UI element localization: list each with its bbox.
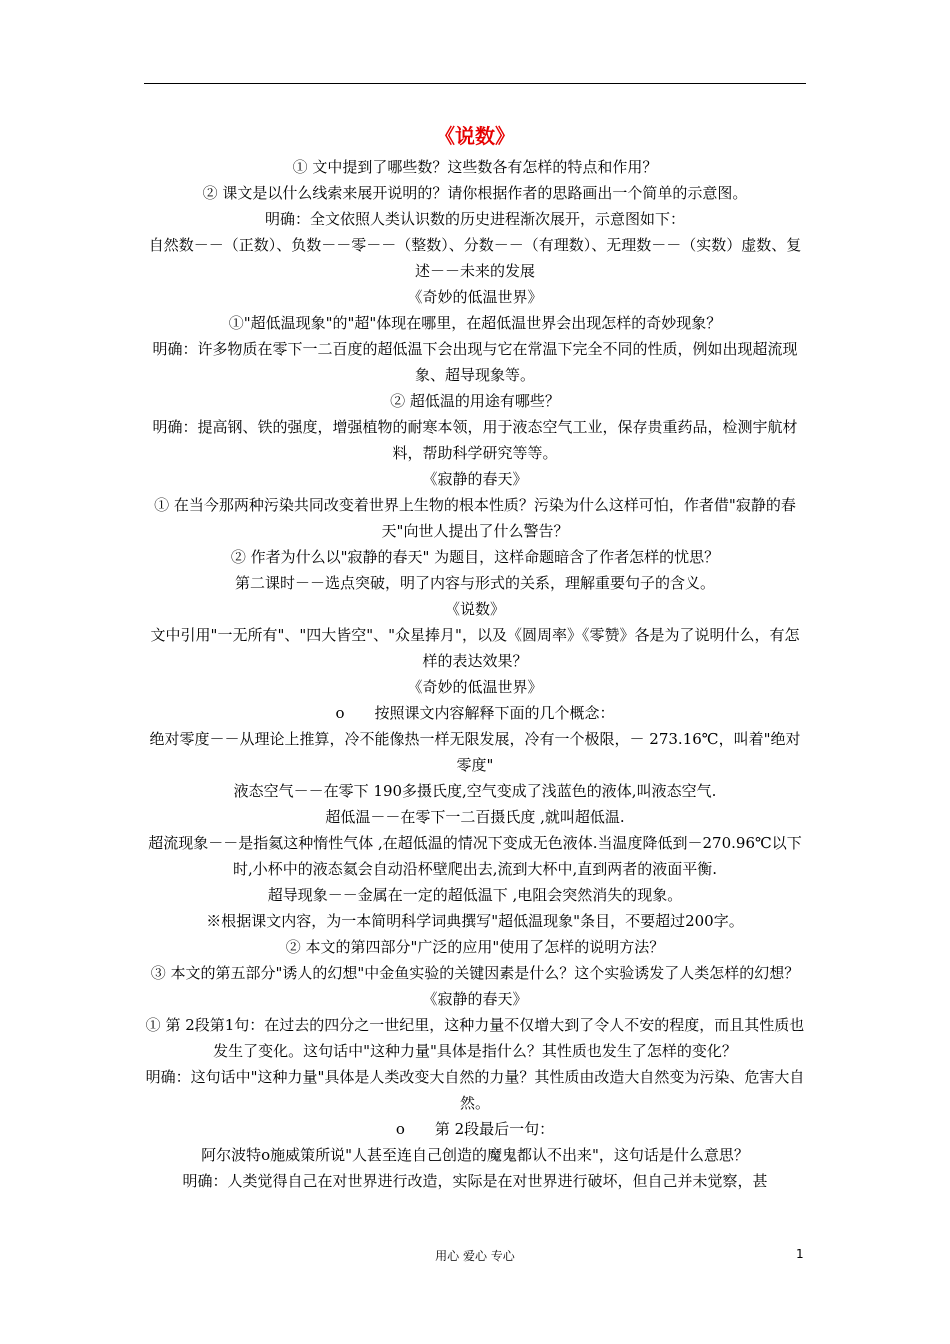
paragraph: 第二课时－－选点突破，明了内容与形式的关系，理解重要句子的含义。 bbox=[234, 574, 715, 592]
paragraph: 《寂静的春天》 bbox=[422, 990, 528, 1008]
paragraph: 《说数》 bbox=[444, 600, 505, 618]
paragraph: 阿尔波特o施威策所说"人甚至连自己创造的魔鬼都认不出来"，这句话是什么意思？ bbox=[201, 1146, 749, 1164]
paragraph: o 按照课文内容解释下面的几个概念： bbox=[335, 704, 615, 722]
paragraph: ① 在当今那两种污染共同改变着世界上生物的根本性质？污染为什么这样可怕，作者借"寂静的春天"向世人提出了什么警告？ bbox=[154, 496, 796, 540]
paragraph: 自然数－－（正数）、负数－－零－－（整数）、分数－－（有理数）、无理数－－（实数）虚数、复述－－未来的发展 bbox=[148, 236, 802, 280]
document-title: 《说数》 bbox=[435, 124, 515, 148]
paragraph: ① 第 2段第1句：在过去的四分之一世纪里，这种力量不仅增大到了令人不安的程度，而且其性质也发生了变化。这句话中"这种力量"具体是指什么？其性质也发生了怎样的变化？ bbox=[145, 1016, 805, 1060]
paragraph: ① 文中提到了哪些数？这些数各有怎样的特点和作用？ bbox=[292, 158, 658, 176]
paragraph: 明确：许多物质在零下一二百度的超低温下会出现与它在常温下完全不同的性质，例如出现超流现象、超导现象等。 bbox=[152, 340, 798, 384]
footer-text: 用心 爱心 专心 bbox=[435, 1249, 515, 1263]
paragraph: ② 课文是以什么线索来展开说明的？请你根据作者的思路画出一个简单的示意图。 bbox=[202, 184, 748, 202]
paragraph: 明确：全文依照人类认识数的历史进程渐次展开，示意图如下： bbox=[264, 210, 685, 228]
page-footer bbox=[0, 1247, 950, 1267]
paragraph: ※根据课文内容，为一本简明科学词典撰写"超低温现象"条目，不要超过200字。 bbox=[206, 912, 744, 930]
paragraph: 超导现象－－金属在一定的超低温下 ,电阻会突然消失的现象。 bbox=[267, 886, 683, 904]
paragraph: ② 超低温的用途有哪些？ bbox=[390, 392, 560, 410]
paragraph: 明确：这句话中"这种力量"具体是人类改变大自然的力量？其性质由改造大自然变为污染、危害大自然。 bbox=[145, 1068, 805, 1112]
document-body bbox=[144, 118, 806, 1194]
document-lines bbox=[144, 154, 806, 1194]
paragraph: 明确：提高钢、铁的强度，增强植物的耐寒本领，用于液态空气工业，保存贵重药品，检测宇航材料，帮助科学研究等等。 bbox=[152, 418, 798, 462]
paragraph: ③ 本文的第五部分"诱人的幻想"中金鱼实验的关键因素是什么？这个实验诱发了人类怎样的幻想？ bbox=[150, 964, 800, 982]
page-number: 1 bbox=[796, 1247, 804, 1261]
header-rule bbox=[144, 83, 806, 84]
paragraph: 文中引用"一无所有"、"四大皆空"、"众星捧月"，以及《圆周率》《零赞》各是为了说明什么，有怎样的表达效果？ bbox=[150, 626, 800, 670]
paragraph: o 第 2段最后一句： bbox=[395, 1120, 555, 1138]
paragraph: 超流现象－－是指氦这种惰性气体 ,在超低温的情况下变成无色液体.当温度降低到－270.96℃以下时,小杯中的液态氦会自动沿杯壁爬出去,流到大杯中,直到两者的液面平衡. bbox=[148, 834, 802, 878]
paragraph: ①"超低温现象"的"超"体现在哪里，在超低温世界会出现怎样的奇妙现象？ bbox=[228, 314, 722, 332]
paragraph: 《寂静的春天》 bbox=[422, 470, 528, 488]
paragraph: 明确：人类觉得自己在对世界进行改造，实际是在对世界进行破坏，但自己并未觉察，甚 bbox=[182, 1172, 768, 1190]
paragraph: 液态空气－－在零下 190多摄氏度,空气变成了浅蓝色的液体,叫液态空气. bbox=[233, 782, 717, 800]
paragraph: 《奇妙的低温世界》 bbox=[407, 678, 543, 696]
paragraph: 超低温－－在零下一二百摄氏度 ,就叫超低温. bbox=[325, 808, 625, 826]
paragraph: ② 本文的第四部分"广泛的应用"使用了怎样的说明方法？ bbox=[285, 938, 665, 956]
paragraph: 绝对零度－－从理论上推算，冷不能像热一样无限发展，冷有一个极限，－ 273.16℃，叫着"绝对零度" bbox=[149, 730, 801, 774]
paragraph: 《奇妙的低温世界》 bbox=[407, 288, 543, 306]
paragraph: ② 作者为什么以"寂静的春天" 为题目，这样命题暗含了作者怎样的忧思？ bbox=[230, 548, 720, 566]
